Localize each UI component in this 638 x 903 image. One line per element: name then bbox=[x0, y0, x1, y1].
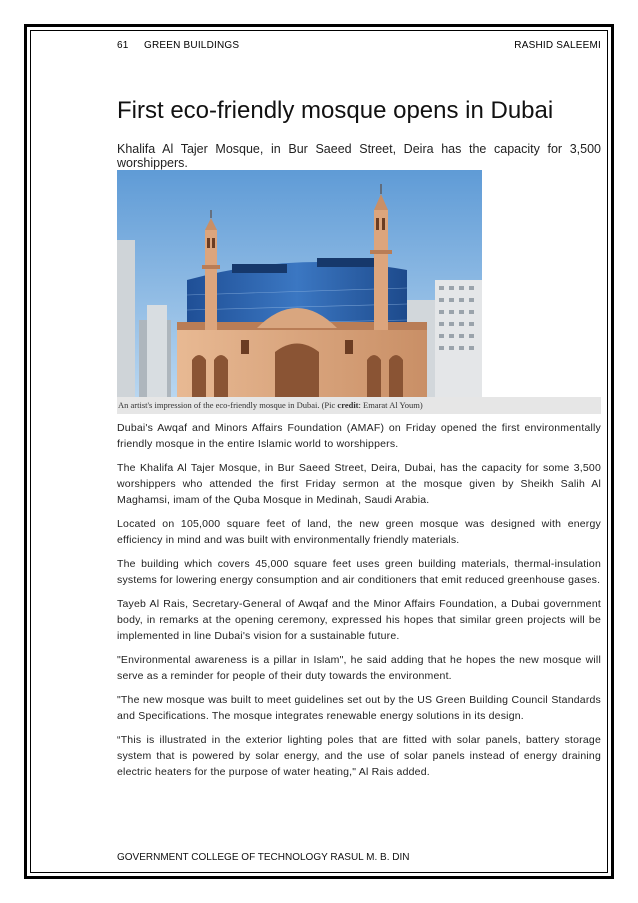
paragraph: "Environmental awareness is a pillar in Islam", he said adding that he hopes the new mosque will serve as a reminder for people of their duty towards the environment. bbox=[117, 654, 601, 682]
article-subtitle: Khalifa Al Tajer Mosque, in Bur Saeed Street, Deira has the capacity for 3,500 worshippers. bbox=[117, 142, 601, 170]
mosque-photo bbox=[117, 170, 482, 397]
caption-source: : Emarat Al Youm) bbox=[358, 400, 423, 410]
page-number: 61 bbox=[117, 40, 129, 51]
paragraph: "The new mosque was built to meet guidelines set out by the US Green Building Council Standards and Specifications. The mosque integrates renewable energy solutions in its design. bbox=[117, 694, 601, 722]
paragraph: Dubai's Awqaf and Minors Affairs Foundation (AMAF) on Friday opened the first environmentally friendly mosque in the entire Islamic world to worshippers. bbox=[117, 422, 601, 450]
article-title: First eco-friendly mosque opens in Dubai bbox=[117, 97, 554, 124]
section-title: GREEN BUILDINGS bbox=[144, 40, 240, 51]
caption-text: An artist's impression of the eco-friendly mosque in Dubai. (Pic bbox=[118, 400, 338, 410]
article-body bbox=[117, 420, 601, 788]
caption-credit-label: credit bbox=[337, 400, 359, 410]
author-name: RASHID SALEEMI bbox=[514, 40, 601, 51]
photo-caption bbox=[118, 400, 598, 410]
paragraph: Located on 105,000 square feet of land, the new green mosque was designed with energy efficiency in mind and was built with environmentally friendly materials. bbox=[117, 518, 601, 546]
paragraph: “This is illustrated in the exterior lighting poles that are fitted with solar panels, battery storage system that is powered by solar energy, and the use of solar panels instead of energy draining electric heaters for the purpose of water heating," Al Rais added. bbox=[117, 734, 601, 778]
page-header bbox=[117, 40, 601, 56]
paragraph: Tayeb Al Rais, Secretary-General of Awqaf and the Minor Affairs Foundation, a Dubai government body, in remarks at the opening ceremony, expressed his hopes that similar green projects will be implemented in line Dubai's vision for a sustainable future. bbox=[117, 598, 601, 642]
paragraph: The Khalifa Al Tajer Mosque, in Bur Saeed Street, Deira, Dubai, has the capacity for some 3,500 worshippers who attended the first Friday sermon at the mosque given by Sheikh Salih Al Maghamsi, imam of the Quba Mosque in Medinah, Saudi Arabia. bbox=[117, 462, 601, 506]
paragraph: The building which covers 45,000 square feet uses green building materials, thermal-insulation systems for lowering energy consumption and air conditioners that emit reduced greenhouse gases. bbox=[117, 558, 601, 586]
page-footer: GOVERNMENT COLLEGE OF TECHNOLOGY RASUL M. B. DIN bbox=[117, 852, 410, 863]
